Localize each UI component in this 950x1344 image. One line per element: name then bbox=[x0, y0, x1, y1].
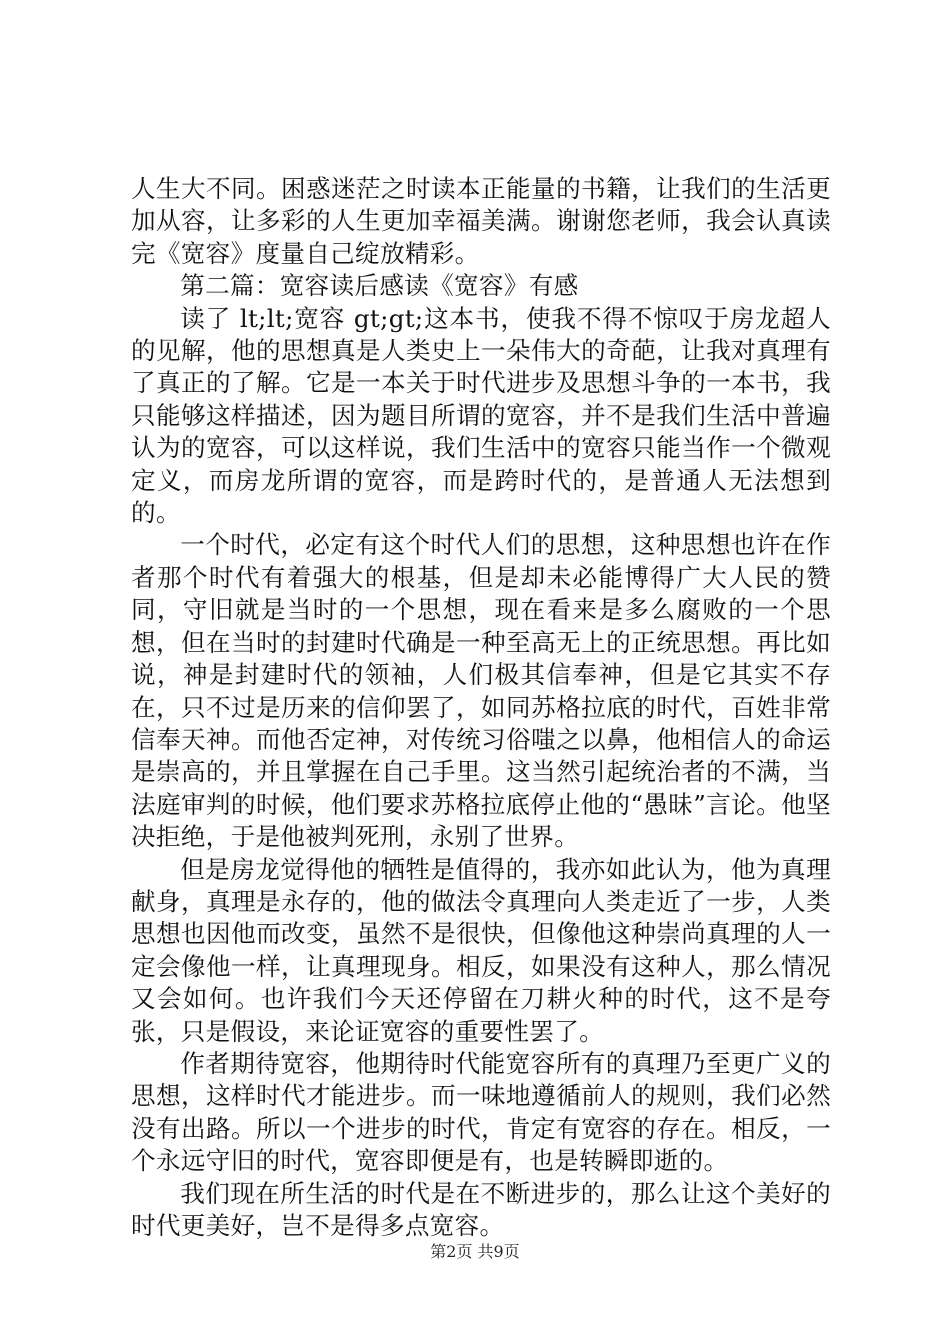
page-number-footer: 第2页 共9页 bbox=[430, 1242, 520, 1261]
paragraph-3: 一个时代，必定有这个时代人们的思想，这种思想也许在作者那个时代有着强大的根基，但是却未必能博得广大人民的赞同，守旧就是当时的一个思想，现在看来是多么腐败的一个思想，但在当时的封建时代确是一种至高无上的正统思想。再比如说，神是封建时代的领袖，人们极其信奉神，但是它其实不存在，只不过是历来的信仰罢了，如同苏格拉底的时代，百姓非常信奉天神。而他否定神，对传统习俗嗤之以鼻，他相信人的命运是崇高的，并且掌握在自己手里。这当然引起统治者的不满，当法庭审判的时候，他们要求苏格拉底停止他的“愚昧”言论。他坚决拒绝，于是他被判死刑，永别了世界。 bbox=[131, 530, 831, 852]
document-body bbox=[131, 173, 831, 1242]
section-heading: 第二篇：宽容读后感读《宽容》有感 bbox=[180, 271, 579, 301]
paragraph-5: 作者期待宽容，他期待时代能宽容所有的真理乃至更广义的思想，这样时代才能进步。而一味地遵循前人的规则，我们必然没有出路。所以一个进步的时代，肯定有宽容的存在。相反，一个永远守旧的时代，宽容即便是有，也是转瞬即逝的。 bbox=[131, 1048, 831, 1176]
paragraph-1: 人生大不同。困惑迷茫之时读本正能量的书籍，让我们的生活更加从容，让多彩的人生更加幸福美满。谢谢您老师，我会认真读完《宽容》度量自己绽放精彩。 bbox=[131, 174, 831, 268]
paragraph-2: 读了 lt;lt;宽容 gt;gt;这本书，使我不得不惊叹于房龙超人的见解，他的思想真是人类史上一朵伟大的奇葩，让我对真理有了真正的了解。它是一本关于时代进步及思想斗争的一本书，我只能够这样描述，因为题目所谓的宽容，并不是我们生活中普遍认为的宽容，可以这样说，我们生活中的宽容只能当作一个微观定义，而房龙所谓的宽容，而是跨时代的，是普通人无法想到的。 bbox=[131, 303, 831, 528]
paragraph-6: 我们现在所生活的时代是在不断进步的，那么让这个美好的时代更美好，岂不是得多点宽容。 bbox=[131, 1178, 831, 1240]
paragraph-4: 但是房龙觉得他的牺牲是值得的，我亦如此认为，他为真理献身，真理是永存的，他的做法令真理向人类走近了一步，人类思想也因他而改变，虽然不是很快，但像他这种崇尚真理的人一定会像他一样，让真理现身。相反，如果没有这种人，那么情况又会如何。也许我们今天还停留在刀耕火种的时代，这不是夸张，只是假设，来论证宽容的重要性罢了。 bbox=[131, 854, 831, 1046]
